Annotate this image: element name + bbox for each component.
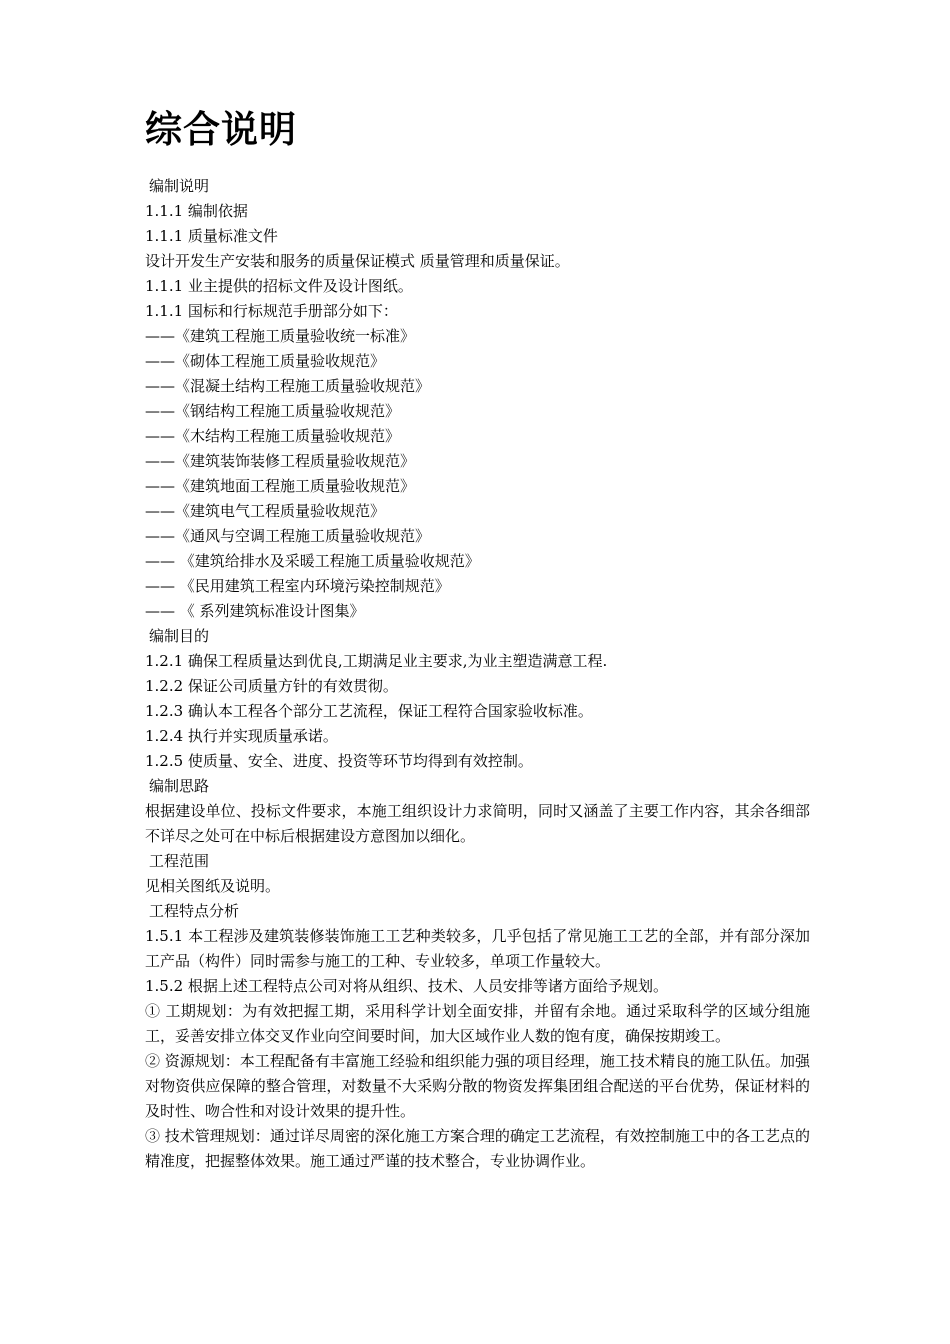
paragraph-resource-plan: ② 资源规划：本工程配备有丰富施工经验和组织能力强的项目经理，施工技术精良的施工队伍。加强对物资供应保障的整合管理，对数量不大采购分散的物资发挥集团组合配送的平台优势，保证材料的及时性、吻合性和对设计效果的提升性。 [145, 1052, 810, 1120]
standard-list-item: ——《钢结构工程施工质量验收规范》 [145, 402, 401, 420]
text-line: 1.1.1 业主提供的招标文件及设计图纸。 [145, 277, 413, 295]
section-heading-bianzhi-mudi: 编制目的 [149, 627, 210, 645]
paragraph-schedule-plan: ① 工期规划：为有效把握工期，采用科学计划全面安排，并留有余地。通过采取科学的区域分组施工，妥善安排立体交叉作业向空间要时间，加大区域作业人数的饱有度，确保按期竣工。 [145, 1002, 810, 1045]
section-heading-gongcheng-fanwei: 工程范围 [149, 852, 210, 870]
document-body [145, 174, 810, 1174]
standard-list-item: ——《建筑电气工程质量验收规范》 [145, 502, 386, 520]
text-line: 1.2.2 保证公司质量方针的有效贯彻。 [145, 677, 398, 695]
paragraph-silu: 根据建设单位、投标文件要求，本施工组织设计力求简明，同时又涵盖了主要工作内容，其余各细部不详尽之处可在中标后根据建设方意图加以细化。 [145, 802, 810, 845]
standard-list-item: ——《混凝土结构工程施工质量验收规范》 [145, 377, 431, 395]
text-line: 1.2.1 确保工程质量达到优良,工期满足业主要求,为业主塑造满意工程. [145, 652, 608, 670]
document-title: 综合说明 [145, 107, 297, 151]
text-line: 1.1.1 国标和行标规范手册部分如下： [145, 302, 398, 320]
text-line: 1.2.5 使质量、安全、进度、投资等环节均得到有效控制。 [145, 752, 533, 770]
standard-list-item: ——《建筑工程施工质量验收统一标准》 [145, 327, 416, 345]
standard-list-item: ——《木结构工程施工质量验收规范》 [145, 427, 401, 445]
standard-list-item: —— 《建筑给排水及采暖工程施工质量验收规范》 [145, 552, 480, 570]
standard-list-item: —— 《民用建筑工程室内环境污染控制规范》 [145, 577, 450, 595]
section-heading-bianzhi-silu: 编制思路 [149, 777, 210, 795]
standard-list-item: ——《建筑装饰装修工程质量验收规范》 [145, 452, 416, 470]
text-line: 1.2.4 执行并实现质量承诺。 [145, 727, 338, 745]
section-heading-bianzhi-shuoming: 编制说明 [149, 177, 210, 195]
standard-list-item: ——《建筑地面工程施工质量验收规范》 [145, 477, 416, 495]
standard-list-item: ——《通风与空调工程施工质量验收规范》 [145, 527, 431, 545]
text-line: 设计开发生产安装和服务的质量保证模式 质量管理和质量保证。 [145, 252, 570, 270]
text-line: 1.1.1 质量标准文件 [145, 227, 278, 245]
standard-list-item: —— 《 系列建筑标准设计图集》 [145, 602, 365, 620]
standard-list-item: ——《砌体工程施工质量验收规范》 [145, 352, 386, 370]
paragraph-technical-plan: ③ 技术管理规划：通过详尽周密的深化施工方案合理的确定工艺流程，有效控制施工中的各工艺点的精准度，把握整体效果。施工通过严谨的技术整合，专业协调作业。 [145, 1127, 810, 1170]
text-line: 1.5.2 根据上述工程特点公司对将从组织、技术、人员安排等诸方面给予规划。 [145, 977, 668, 995]
section-heading-gongcheng-tedian: 工程特点分析 [149, 902, 240, 920]
text-line: 1.1.1 编制依据 [145, 202, 248, 220]
paragraph-1-5-1: 1.5.1 本工程涉及建筑装修装饰施工工艺种类较多，几乎包括了常见施工工艺的全部，并有部分深加工产品（构件）同时需参与施工的工种、专业较多，单项工作量较大。 [145, 927, 810, 970]
text-line: 见相关图纸及说明。 [145, 877, 281, 895]
text-line: 1.2.3 确认本工程各个部分工艺流程，保证工程符合国家验收标准。 [145, 702, 593, 720]
